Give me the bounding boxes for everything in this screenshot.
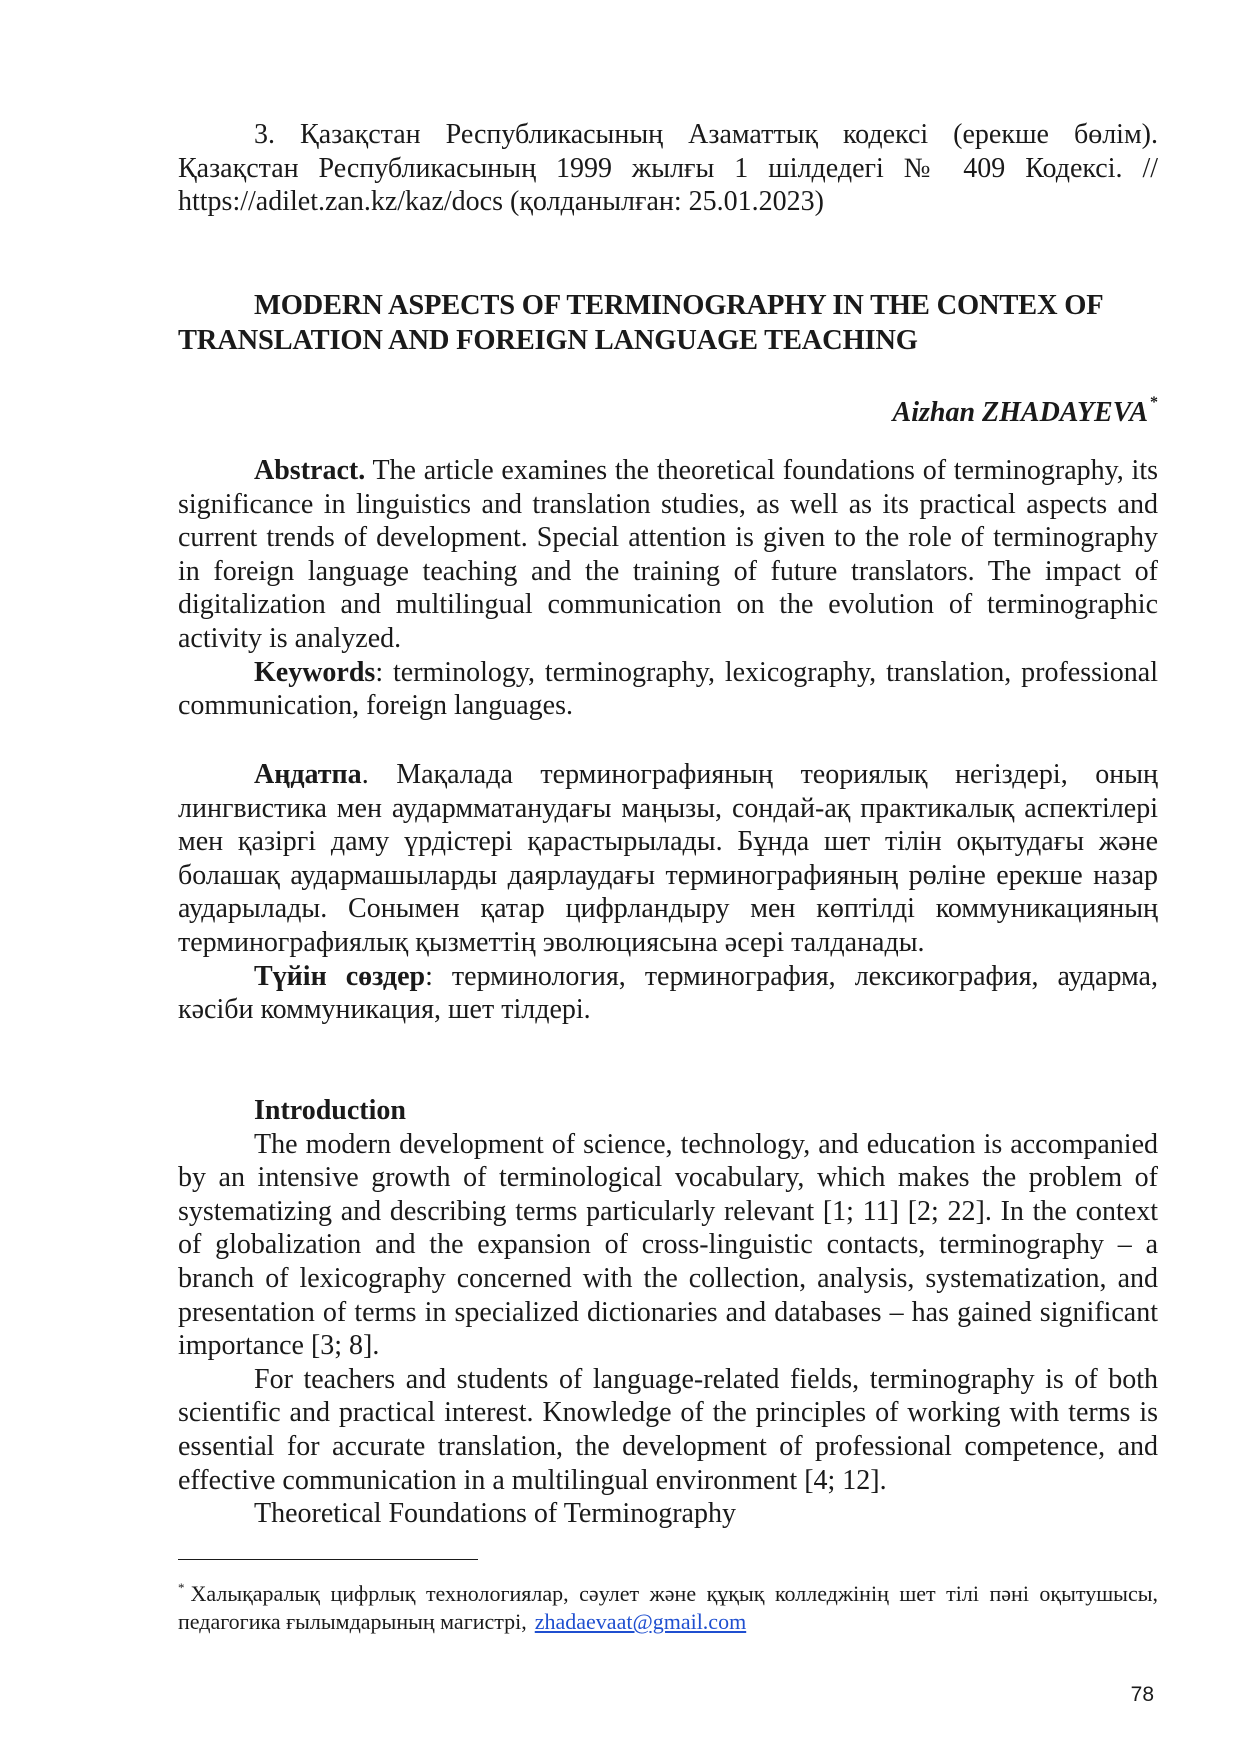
author-email-link[interactable]: zhadaevaat@gmail.com bbox=[534, 1609, 747, 1634]
footnote-divider bbox=[178, 1559, 478, 1560]
footnote-mark: * bbox=[178, 1580, 185, 1595]
page-number: 78 bbox=[1130, 1683, 1154, 1706]
footnote-text: Халықаралық цифрлық технологиялар, сәулет және құқық колледжінің шет тілі пәні оқытушысы, педагогика ғылымдарының магистрі, bbox=[178, 1581, 1158, 1634]
kazakh-keywords-text: : терминология, терминография, лексикография, аударма, кәсіби коммуникация, шет тілдері. bbox=[178, 960, 1158, 1026]
kazakh-abstract-text: . Мақалада терминографияның теориялық негіздері, оның лингвистика мен аудармматанудағы маңызы, сондай-ақ практикалық аспектілері мен қазіргі даму үрдістері қарастырылады. Бұнда шет тілін оқытудағы және болашақ аудармашыларды даярлаудағы терминографияның рөліне ерекше назар аударылады. Сонымен қатар цифрландыру мен көптілді коммуникацияның терминографиялық қызметтің эволюциясына әсері талданады. bbox=[178, 759, 1158, 958]
keywords-paragraph bbox=[178, 656, 1158, 723]
introduction-paragraph: The modern development of science, technology, and education is accompanied by an intensive growth of terminological vocabulary, which makes the problem of systematizing and describing terms particularly relevant [1; 11] [2; 22]. In the context of globalization and the expansion of cross-linguistic contacts, terminography – a branch of lexicography concerned with the collection, analysis, systematization, and presentation of terms in specialized dictionaries and databases – has gained significant importance [3; 8]. bbox=[178, 1128, 1158, 1362]
reference-item bbox=[178, 118, 1158, 219]
footnote bbox=[178, 1574, 1158, 1636]
kazakh-keywords-label: Түйін сөздер bbox=[254, 960, 426, 992]
author-name-text: Aizhan ZHADAYEVA bbox=[892, 397, 1148, 428]
reference-text: 3. Қазақстан Республикасының Азаматтық кодексі (ерекше бөлім). Қазақстан Республикасының 1999 жылғы 1 шілдедегі № 409 Кодексі. // https://adilet.zan.kz/kaz/docs (қолданылған: 25.01.2023) bbox=[178, 119, 1158, 218]
author-name bbox=[893, 386, 1158, 430]
kazakh-abstract-section bbox=[178, 758, 1158, 1027]
article-title-block bbox=[178, 288, 1158, 358]
abstract-label: Abstract. bbox=[254, 455, 366, 486]
keywords-label: Keywords bbox=[254, 656, 376, 688]
introduction-paragraph: For teachers and students of language-related fields, terminography is of both scientific and practical interest. Knowledge of the principles of working with terms is essential for accurate translation, the development of professional competence, and effective communication in a multilingual environment [4; 12]. bbox=[178, 1363, 1158, 1496]
article-title: MODERN ASPECTS OF TERMINOGRAPHY IN THE CONTEX OF TRANSLATION AND FOREIGN LANGUAGE TEACHING bbox=[178, 290, 1103, 356]
kazakh-keywords-paragraph bbox=[178, 960, 1158, 1027]
kazakh-abstract-paragraph bbox=[178, 758, 1158, 960]
author-footnote-mark[interactable]: * bbox=[1150, 394, 1158, 411]
subsection-heading: Theoretical Foundations of Terminography bbox=[254, 1498, 736, 1530]
introduction-heading: Introduction bbox=[254, 1095, 406, 1126]
abstract-section bbox=[178, 454, 1158, 723]
keywords-text: : terminology, terminography, lexicography, translation, professional communication, foreign languages. bbox=[178, 656, 1158, 722]
introduction-section bbox=[178, 1094, 1158, 1531]
kazakh-abstract-label: Аңдатпа bbox=[254, 759, 362, 790]
abstract-paragraph bbox=[178, 454, 1158, 656]
abstract-text: The article examines the theoretical foundations of terminography, its significance in linguistics and translation studies, as well as its practical aspects and current trends of development. Special attention is given to the role of terminography in foreign language teaching and the training of future translators. The impact of digitalization and multilingual communication on the evolution of terminographic activity is analyzed. bbox=[178, 455, 1158, 654]
